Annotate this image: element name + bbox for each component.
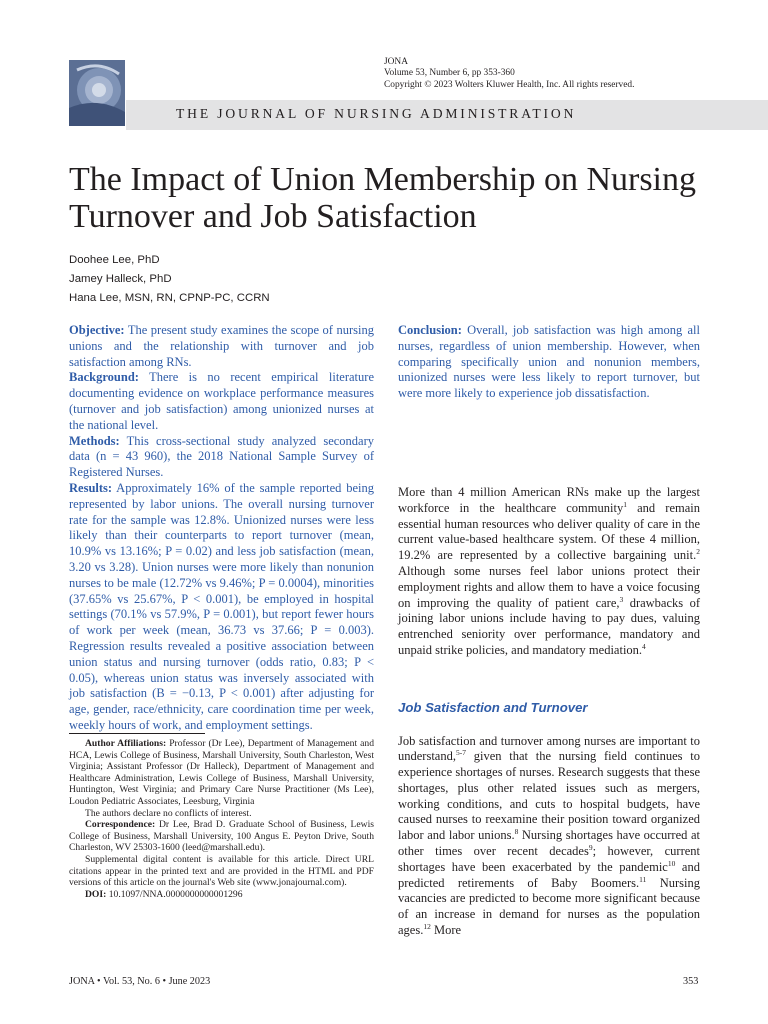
body-text: and predicted retirements of Baby Boomers. — [398, 859, 700, 890]
citation-ref: 2 — [696, 547, 700, 557]
objective-text: The present study examines the scope of nursing unions and the relationship with turnover and job satisfaction among RNs. — [69, 323, 375, 369]
body-text: ; however, current shortages have been exacerbated by the pandemic — [398, 844, 701, 874]
results-label: Results: — [69, 480, 113, 495]
doi-label: DOI: — [85, 888, 107, 900]
supplemental-note: Supplemental digital content is available for this article. Direct URL citations appear in the printed text and are provided in the HTML and PDF versions of this article on the journal's Web site (www.jonajournal.com). — [69, 853, 374, 889]
background-label: Background: — [69, 370, 139, 385]
body-text: and remain essential human resources who deliver quality of care in the current value-based healthcare system. Of these 4 million, 19.2% are represented by a collective bargaining unit. — [398, 500, 700, 563]
body-paragraph-1 — [398, 485, 700, 659]
body-text: More — [430, 923, 462, 938]
citation-ref: 1 — [623, 499, 627, 509]
journal-name: THE JOURNAL OF NURSING ADMINISTRATION — [176, 106, 577, 121]
journal-abbr: JONA — [384, 57, 408, 67]
abstract-conclusion — [398, 323, 700, 402]
abstract-right — [398, 323, 700, 402]
author-list — [69, 251, 270, 308]
doi-link[interactable]: 10.1097/NNA.0000000000001296 — [108, 888, 243, 900]
footnotes — [69, 738, 374, 900]
author-name: Jamey Halleck, PhD — [69, 273, 172, 285]
doi-note — [69, 889, 374, 901]
correspondence-text: Dr Lee, Brad D. Graduate School of Business, Lewis College of Business, Marshall University, 100 Angus E. Peyton Drive, South Charleston, WV 25303-1600 (leed@marshall.edu). — [69, 819, 374, 854]
footnote-rule — [69, 733, 205, 734]
running-footer: JONA • Vol. 53, No. 6 • June 2023 — [69, 976, 211, 987]
author-name: Doohee Lee, PhD — [69, 254, 160, 266]
citation-ref: 3 — [619, 594, 624, 604]
citation-ref: 11 — [639, 874, 647, 884]
abstract-background — [69, 370, 374, 433]
affiliations-text: Professor (Dr Lee), Department of Management and HCA, Lewis College of Business, Marshall University, South Charleston, West Virginia; Assistant Professor (Dr Halleck), Department of Management and Healthcare Administration, Lewis College of Business, Marshall University, Huntington, West Virginia; and Primary Care Nurse Practitioner (Ms Lee), Loudon Pediatric Associates, Leesburg, Virginia — [69, 738, 374, 807]
conflicts-note: The authors declare no conflicts of interest. — [85, 807, 252, 819]
affiliations-note — [69, 738, 374, 808]
results-text: Approximately 16% of the sample reported being represented by labor unions. The overall nursing turnover rate for the sample was 12.8%. Unionized nurses were less likely than their counterparts to report turnover (mean, 10.9% vs 13.16%; P = 0.02) and less job satisfaction (mean, 3.20 vs 3.28). Union nurses were more likely than nonunion nurses to be male (12.72% vs 9.46%; P = 0.0004), minorities (37.65% vs 25.67%, P < 0.001), be employed in hospital settings (70.1% vs 57.9%, P = 0.001), but report fewer hours of work per week (mean, 36.73 vs 37.66; P = 0.003). Regression results revealed a positive association between union status and nursing turnover (odds ratio, 0.83; P < 0.05), whereas union status was inversely associated with job satisfaction (B = −0.13, P < 0.001) after adjusting for age, gender, race/ethnicity, care coordination time per week, weekly hours of work, and employment settings. — [69, 480, 374, 732]
abstract-methods — [69, 434, 374, 481]
background-text: There is no recent empirical literature documenting evidence on workplace performance measures (turnover and job satisfaction) among unionized nurses at the national level. — [69, 370, 374, 432]
section-heading: Job Satisfaction and Turnover — [398, 700, 588, 715]
body-text: Nursing shortages have occurred at other times over recent decades — [398, 828, 700, 859]
methods-text: This cross-sectional study analyzed secondary data (n = 43 960), the 2018 National Sample Survey of Registered Nurses. — [69, 433, 374, 480]
copyright-line: Copyright © 2023 Wolters Kluwer Health, Inc. All rights reserved. — [384, 79, 635, 90]
body-text: Although some nurses feel labor unions protect their employment rights and allow them to have a voice focusing on improving the quality of patient care, — [398, 563, 700, 610]
journal-meta — [384, 57, 634, 91]
citation-ref: 4 — [642, 641, 646, 651]
citation-ref: 8 — [514, 827, 519, 837]
body-text: given that the nursing field continues to experience shortages of nurses. Research suggests that these shortages, plus other related issues such as mergers, working conditions, and cuts to hospital budgets, have caused nurses to reexamine their position toward organized labor and labor unions. — [398, 749, 700, 843]
article-title: The Impact of Union Membership on Nursing Turnover and Job Satisfaction — [69, 161, 696, 235]
body-text: drawbacks of joining labor unions include having to pay dues, valuing entrenched seniority over performance, mandatory and unpaid strike policies, and mandatory mediation. — [398, 595, 700, 657]
volume-line: Volume 53, Number 6, pp 353-360 — [384, 68, 515, 79]
conclusion-text: Overall, job satisfaction was high among all nurses, regardless of union membership. However, when comparing specifically union and nonunion members, unionized nurses were less likely to report turnover, but were more likely to experience job dissatisfaction. — [398, 323, 700, 401]
author-name: Hana Lee, MSN, RN, CPNP-PC, CCRN — [69, 292, 270, 304]
affiliations-label: Author Affiliations: — [85, 738, 167, 749]
journal-logo — [69, 60, 125, 126]
page-number: 353 — [683, 976, 699, 987]
abstract-results — [69, 481, 374, 734]
body-text: Nursing vacancies are predicted to become more significant because of an increase in demand for nurses as the population ages. — [398, 875, 700, 938]
citation-ref: 9 — [588, 843, 593, 853]
body-paragraph-2 — [398, 721, 700, 951]
citation-ref: 12 — [423, 922, 431, 932]
citation-ref: 10 — [667, 858, 676, 868]
body-text: Job satisfaction and turnover among nurses are important to understand, — [398, 733, 700, 764]
abstract-objective — [69, 323, 374, 370]
objective-label: Objective: — [69, 323, 125, 337]
correspondence-label: Correspondence: — [85, 819, 156, 831]
body-text: More than 4 million American RNs make up the largest workforce in the healthcare community — [398, 485, 700, 515]
correspondence-note — [69, 819, 374, 854]
methods-label: Methods: — [69, 433, 120, 448]
abstract-left — [69, 323, 374, 734]
citation-ref: 5-7 — [455, 748, 466, 758]
conclusion-label: Conclusion: — [398, 323, 462, 337]
